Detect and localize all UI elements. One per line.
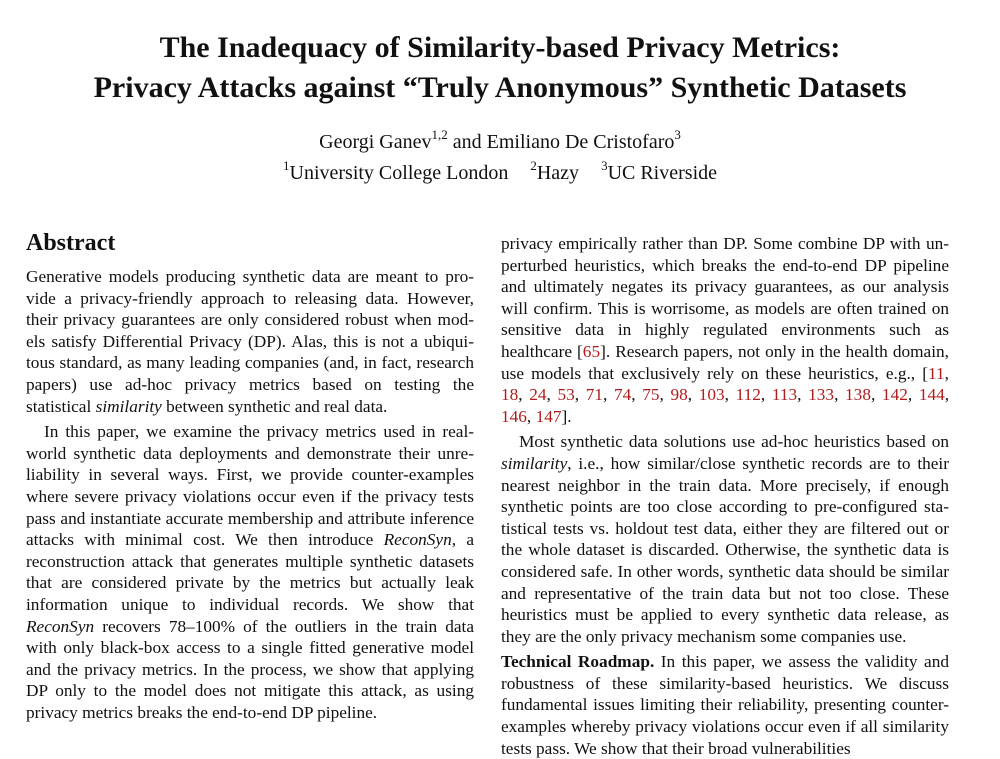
citation-link[interactable]: 75 (642, 385, 660, 405)
paper-title-line-1: The Inadequacy of Similarity-based Privacy Metrics: (159, 31, 841, 64)
citation-link[interactable]: 133 (808, 385, 835, 405)
citation-link[interactable]: 138 (845, 385, 871, 405)
citation-link[interactable]: 146 (501, 406, 527, 426)
intro-paragraph-3 (501, 651, 949, 759)
author-connector: and (447, 131, 487, 153)
author-name: Georgi Ganev (319, 131, 432, 153)
citation-link[interactable]: 144 (918, 385, 945, 405)
citation-link[interactable]: 65 (582, 341, 601, 361)
affiliation-marker: 3 (601, 158, 608, 174)
body-text: Most synthetic data solutions use ad-hoc heuristics based on (519, 432, 949, 452)
abstract-paragraph-1 (26, 266, 474, 417)
citation-link[interactable]: 18 (501, 385, 519, 405)
abstract-text: recovers 78–100% of the outliers in the train data with only black-box access to a single fitted generative model and the privacy metrics. In the process, we show that applying DP only to the model does not mitigate this attack, as using privacy metrics breaks the end-to-end DP pipeline. (26, 616, 474, 722)
author-affiliation-marker: 3 (674, 127, 681, 143)
citation-link[interactable]: 71 (585, 385, 604, 405)
affiliation-name: University College London (289, 162, 509, 184)
citation-link[interactable]: 74 (614, 385, 632, 405)
affiliation-name: Hazy (536, 162, 580, 184)
intro-paragraph-2 (501, 431, 949, 647)
abstract-paragraph-2 (26, 421, 474, 723)
citation-link[interactable]: 147 (535, 406, 562, 426)
emphasis-text: similarity (501, 453, 568, 473)
left-column (26, 228, 474, 723)
author-list (0, 129, 1000, 155)
right-column (501, 233, 949, 759)
emphasis-text: ReconSyn (383, 530, 452, 550)
body-text: ]. (561, 406, 572, 426)
paper-title-line-2: Privacy Attacks against “Truly Anonymous” Synthetic Datasets (93, 71, 907, 104)
affiliation-name: UC Riverside (607, 162, 717, 184)
affiliation-marker: 2 (530, 158, 537, 174)
abstract-text: between synthetic and real data. (161, 396, 388, 416)
citation-link[interactable]: 98 (670, 385, 688, 405)
emphasis-text: ReconSyn (26, 616, 95, 636)
intro-paragraph-1 (501, 233, 949, 427)
author-affiliation-marker: 1,2 (431, 127, 448, 143)
affiliation-list (0, 160, 1000, 186)
emphasis-text: similarity (95, 396, 162, 416)
citation-list: 11, 18, 24, 53, 71, 74, 75, 98, 103, 112, 113, 133, 138, 142, 144, 146, 147 (501, 363, 950, 426)
citation-link[interactable]: 142 (881, 385, 908, 405)
body-text: ]. Research papers, not only in the health domain, use models that exclusively rely on these heuristics, e.g., [ (501, 341, 949, 383)
citation-link[interactable]: 11 (928, 363, 945, 383)
body-text: privacy empirically rather than DP. Some combine DP with unperturbed heuristics, which breaks the end-to-end DP pipeline and ultimately negates its privacy guarantees, as our analysis will confirm. This is worrisome, as models are often trained on sensitive data in highly regulated environments such as healthcare [ (501, 234, 949, 361)
abstract-text: , a reconstruction attack that generates multiple synthetic datasets that are considered private by the metrics but actually leak information unique to individual records. We show that (26, 530, 475, 614)
author-name: Emiliano De Cristofaro (486, 131, 675, 153)
citation-link[interactable]: 113 (771, 385, 798, 405)
citation-link[interactable]: 24 (529, 385, 547, 405)
citation-link[interactable]: 53 (557, 385, 575, 405)
citation-link[interactable]: 112 (735, 385, 761, 405)
citation-link[interactable]: 103 (698, 385, 725, 405)
body-text: In this paper, we assess the validity and robustness of these similarity-based heuristics. We discuss fundamental issues limiting their reliability, presenting counter-examples whereby privacy violations occur even if all similarity tests pass. We show that their broad vulnerabilities (501, 652, 950, 758)
abstract-heading: Abstract (26, 230, 116, 256)
runin-heading: Technical Roadmap. (501, 652, 655, 672)
abstract-text: Generative models producing synthetic data are meant to provide a privacy-friendly approach to releasing data. However, their privacy guarantees are only considered robust when models satisfy Differential Privacy (DP). Alas, this is not a ubiquitous standard, as many leading companies (and, in fact, research papers) use ad-hoc privacy metrics based on testing the statistical (26, 267, 474, 416)
body-text: , i.e., how similar/close synthetic records are to their nearest neighbor in the train data. More precisely, if enough synthetic points are too close according to pre-configured statistical tests vs. holdout test data, either they are filtered out or the whole dataset is discarded. Otherwise, the synthetic data is considered safe. In other words, synthetic data should be similar and representative of the train data but not too close. These heuristics must be applied to every synthetic data release, as they are the only privacy mechanism some companies use. (501, 453, 949, 646)
abstract-text: In this paper, we examine the privacy metrics used in real-world synthetic data deployments and demonstrate their unreliability in several ways. First, we provide counter-examples where severe privacy violations occur even if the privacy tests pass and instantiate accurate membership and attribute inference attacks with minimal cost. We then introduce (26, 422, 474, 550)
affiliation-marker: 1 (283, 158, 290, 174)
